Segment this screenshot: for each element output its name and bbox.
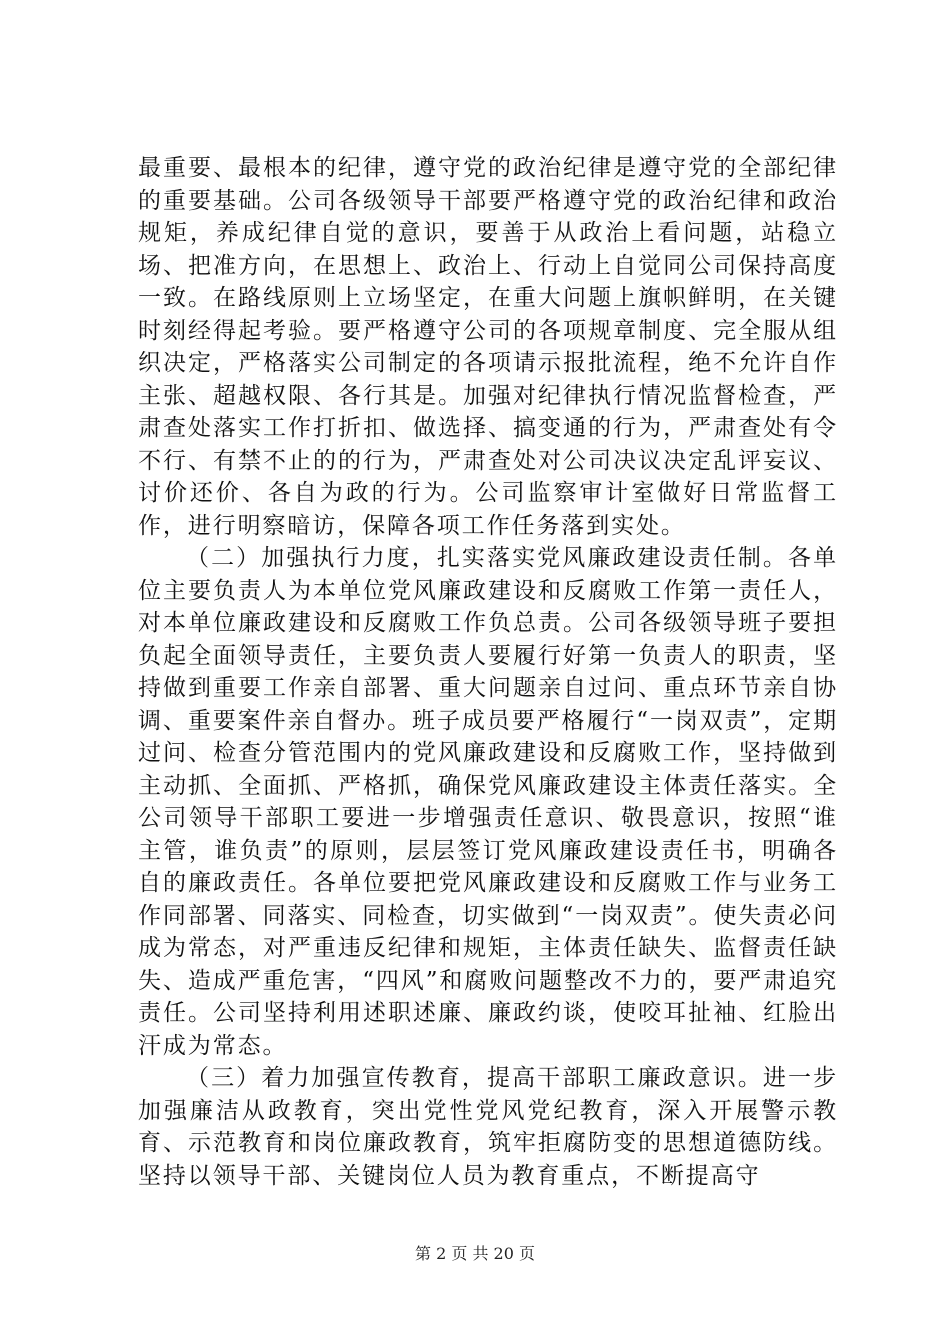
paragraph-education: （三）着力加强宣传教育，提高干部职工廉政意识。进一步加强廉洁从政教育，突出党性党风党纪教育，深入开展警示教育、示范教育和岗位廉政教育，筑牢拒腐防变的思想道德防线。坚持以领导干部、关键岗位人员为教育重点，不断提高守 — [138, 1065, 838, 1189]
document-body — [138, 152, 838, 1192]
paragraph-responsibility-system: （二）加强执行力度，扎实落实党风廉政建设责任制。各单位主要负责人为本单位党风廉政建设和反腐败工作第一责任人，对本单位廉政建设和反腐败工作负总责。公司各级领导班子要担负起全面领导责任，主要负责人要履行好第一负责人的职责，坚持做到重要工作亲自部署、重大问题亲自过问、重点环节亲自协调、重要案件亲自督办。班子成员要严格履行“一岗双责”，定期过问、检查分管范围内的党风廉政建设和反腐败工作，坚持做到主动抓、全面抓、严格抓，确保党风廉政建设主体责任落实。全公司领导干部职工要进一步增强责任意识、敬畏意识，按照“谁主管，谁负责”的原则，层层签订党风廉政建设责任书，明确各自的廉政责任。各单位要把党风廉政建设和反腐败工作与业务工作同部署、同落实、同检查，切实做到“一岗双责”。使失责必问成为常态，对严重违反纪律和规矩，主体责任缺失、监督责任缺失、造成严重危害，“四风”和腐败问题整改不力的，要严肃追究责任。公司坚持利用述职述廉、廉政约谈，使咬耳扯袖、红脸出汗成为常态。 — [138, 545, 838, 1059]
paragraph-political-discipline: 最重要、最根本的纪律，遵守党的政治纪律是遵守党的全部纪律的重要基础。公司各级领导干部要严格遵守党的政治纪律和政治规矩，养成纪律自觉的意识，要善于从政治上看问题，站稳立场、把准方向，在思想上、政治上、行动上自觉同公司保持高度一致。在路线原则上立场坚定，在重大问题上旗帜鲜明，在关键时刻经得起考验。要严格遵守公司的各项规章制度、完全服从组织决定，严格落实公司制定的各项请示报批流程，绝不允许自作主张、超越权限、各行其是。加强对纪律执行情况监督检查，严肃查处落实工作打折扣、做选择、搞变通的行为，严肃查处有令不行、有禁不止的的行为，严肃查处对公司决议决定乱评妄议、讨价还价、各自为政的行为。公司监察审计室做好日常监督工作，进行明察暗访，保障各项工作任务落到实处。 — [138, 155, 838, 539]
page-number-footer: 第 2 页 共 20 页 — [415, 1244, 535, 1263]
